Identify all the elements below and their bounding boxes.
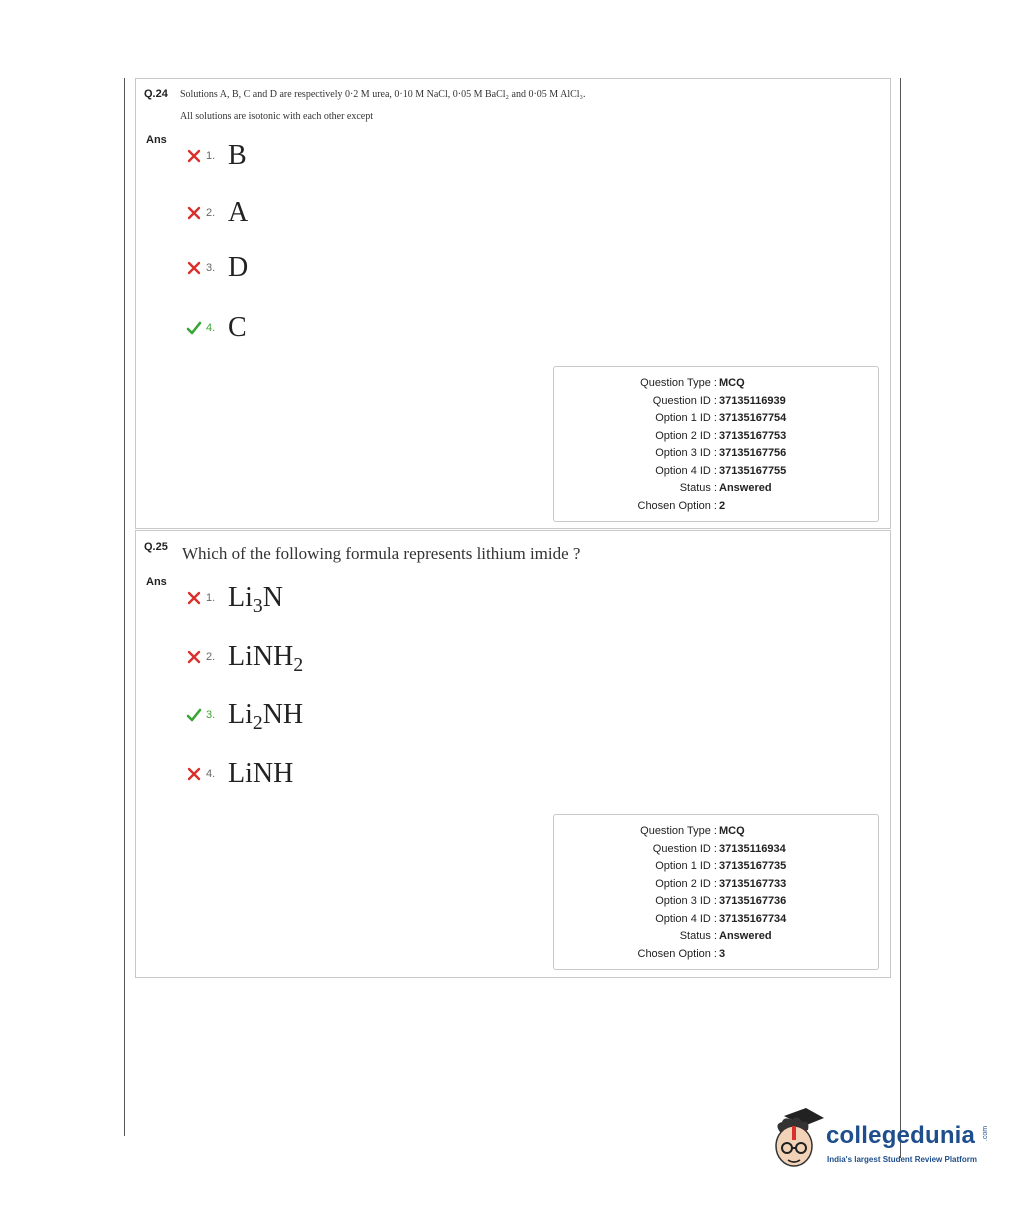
brand-name: collegedunia (826, 1122, 976, 1149)
info-label: Question ID : (652, 842, 717, 855)
formula-main: Li (228, 699, 253, 730)
info-row (554, 445, 878, 462)
option-number: 2. (206, 207, 216, 219)
info-value: Answered (719, 482, 772, 494)
info-value: 37135116939 (719, 394, 786, 407)
option-number: 1. (206, 592, 216, 604)
info-label: Option 1 ID : (655, 860, 717, 872)
cross-icon (186, 148, 202, 164)
right-page-border (900, 78, 901, 1158)
info-value: 37135167753 (719, 429, 787, 442)
option-number: 4. (206, 322, 216, 334)
option-4 (186, 313, 247, 343)
info-value: Answered (719, 930, 772, 942)
info-row (554, 480, 878, 497)
option-1 (186, 582, 283, 617)
question-number: Q.25 (144, 541, 168, 553)
option-number: 3. (206, 262, 216, 274)
info-label: Status : (679, 930, 717, 942)
info-row (554, 911, 878, 928)
info-value: 37135167735 (719, 860, 787, 872)
question-text: Which of the following formula represents lithium imide ? (182, 544, 581, 563)
checkmark-icon (186, 707, 202, 723)
info-value: 37135167736 (719, 895, 787, 907)
info-label: Question ID : (652, 394, 717, 407)
option-formula (228, 582, 283, 617)
cross-icon (186, 590, 202, 606)
formula-subscript: 2 (252, 712, 263, 734)
ans-label: Ans (146, 134, 167, 146)
info-value: 37135167733 (719, 877, 787, 890)
info-row (554, 858, 878, 875)
info-label: Option 2 ID : (655, 429, 717, 442)
formula-subscript: 2 (293, 654, 304, 676)
question-info-panel (553, 814, 879, 970)
info-value: MCQ (719, 377, 745, 389)
cross-icon (186, 205, 202, 221)
option-number: 2. (206, 651, 216, 663)
brand-domain-suffix: .com (982, 1125, 990, 1142)
question-text-line1: Solutions A, B, C and D are respectively 0·2 M urea, 0·10 M NaCl, 0·05 M BaCl₂ and 0·05 M AlCl₃. (180, 89, 586, 100)
info-value: 37135167754 (719, 412, 787, 424)
info-value: 37135167755 (719, 464, 787, 477)
info-row (554, 893, 878, 910)
info-row (554, 946, 878, 963)
info-value: 3 (719, 947, 726, 960)
option-2 (186, 641, 304, 676)
question-text-line2: All solutions are isotonic with each other except (180, 111, 374, 122)
info-row (554, 375, 878, 392)
cross-icon (186, 649, 202, 665)
option-1 (186, 141, 247, 171)
ans-label: Ans (146, 576, 167, 588)
info-label: Option 3 ID : (655, 895, 717, 907)
info-label: Chosen Option : (637, 499, 717, 512)
info-label: Option 1 ID : (655, 412, 717, 424)
brand-tagline: India's largest Student Review Platform (827, 1155, 977, 1164)
info-row (554, 393, 878, 410)
info-label: Question Type : (640, 377, 717, 389)
info-row (554, 823, 878, 840)
option-number: 3. (206, 709, 216, 721)
formula-main: Li (228, 582, 253, 613)
option-4 (186, 759, 293, 789)
option-text: C (228, 312, 247, 343)
option-number: 4. (206, 768, 216, 780)
info-label: Option 4 ID : (655, 912, 717, 925)
question-block-24 (135, 78, 891, 529)
info-row (554, 928, 878, 945)
collegedunia-logo[interactable] (766, 1100, 996, 1180)
info-label: Option 2 ID : (655, 877, 717, 890)
checkmark-icon (186, 320, 202, 336)
question-block-25 (135, 530, 891, 978)
left-page-border (124, 78, 125, 1136)
cross-icon (186, 766, 202, 782)
info-value: 37135116934 (719, 842, 786, 855)
info-row (554, 428, 878, 445)
info-value: MCQ (719, 825, 745, 837)
info-row (554, 841, 878, 858)
option-formula (228, 699, 304, 734)
info-label: Option 3 ID : (655, 447, 717, 459)
mascot-icon (766, 1102, 826, 1174)
formula-main: LiNH (228, 641, 294, 672)
info-value: 37135167734 (719, 912, 787, 925)
option-formula (228, 641, 304, 676)
info-label: Question Type : (640, 825, 717, 837)
question-info-panel (553, 366, 879, 522)
option-text: D (228, 252, 249, 283)
option-2 (186, 198, 248, 228)
option-3 (186, 253, 248, 283)
cross-icon (186, 260, 202, 276)
formula-main: LiNH (228, 758, 294, 789)
formula-rest: N (262, 582, 283, 613)
info-label: Option 4 ID : (655, 464, 717, 477)
formula-rest: NH (262, 699, 304, 730)
info-row (554, 498, 878, 515)
info-row (554, 463, 878, 480)
info-label: Status : (679, 482, 717, 494)
info-row (554, 876, 878, 893)
formula-subscript: 3 (252, 595, 263, 617)
option-3 (186, 699, 304, 734)
info-value: 37135167756 (719, 447, 787, 459)
option-formula (228, 758, 293, 790)
option-number: 1. (206, 150, 216, 162)
option-text: A (228, 197, 249, 228)
info-value: 2 (719, 499, 726, 512)
info-label: Chosen Option : (637, 947, 717, 960)
info-row (554, 410, 878, 427)
option-text: B (228, 140, 247, 171)
question-number: Q.24 (144, 88, 168, 100)
